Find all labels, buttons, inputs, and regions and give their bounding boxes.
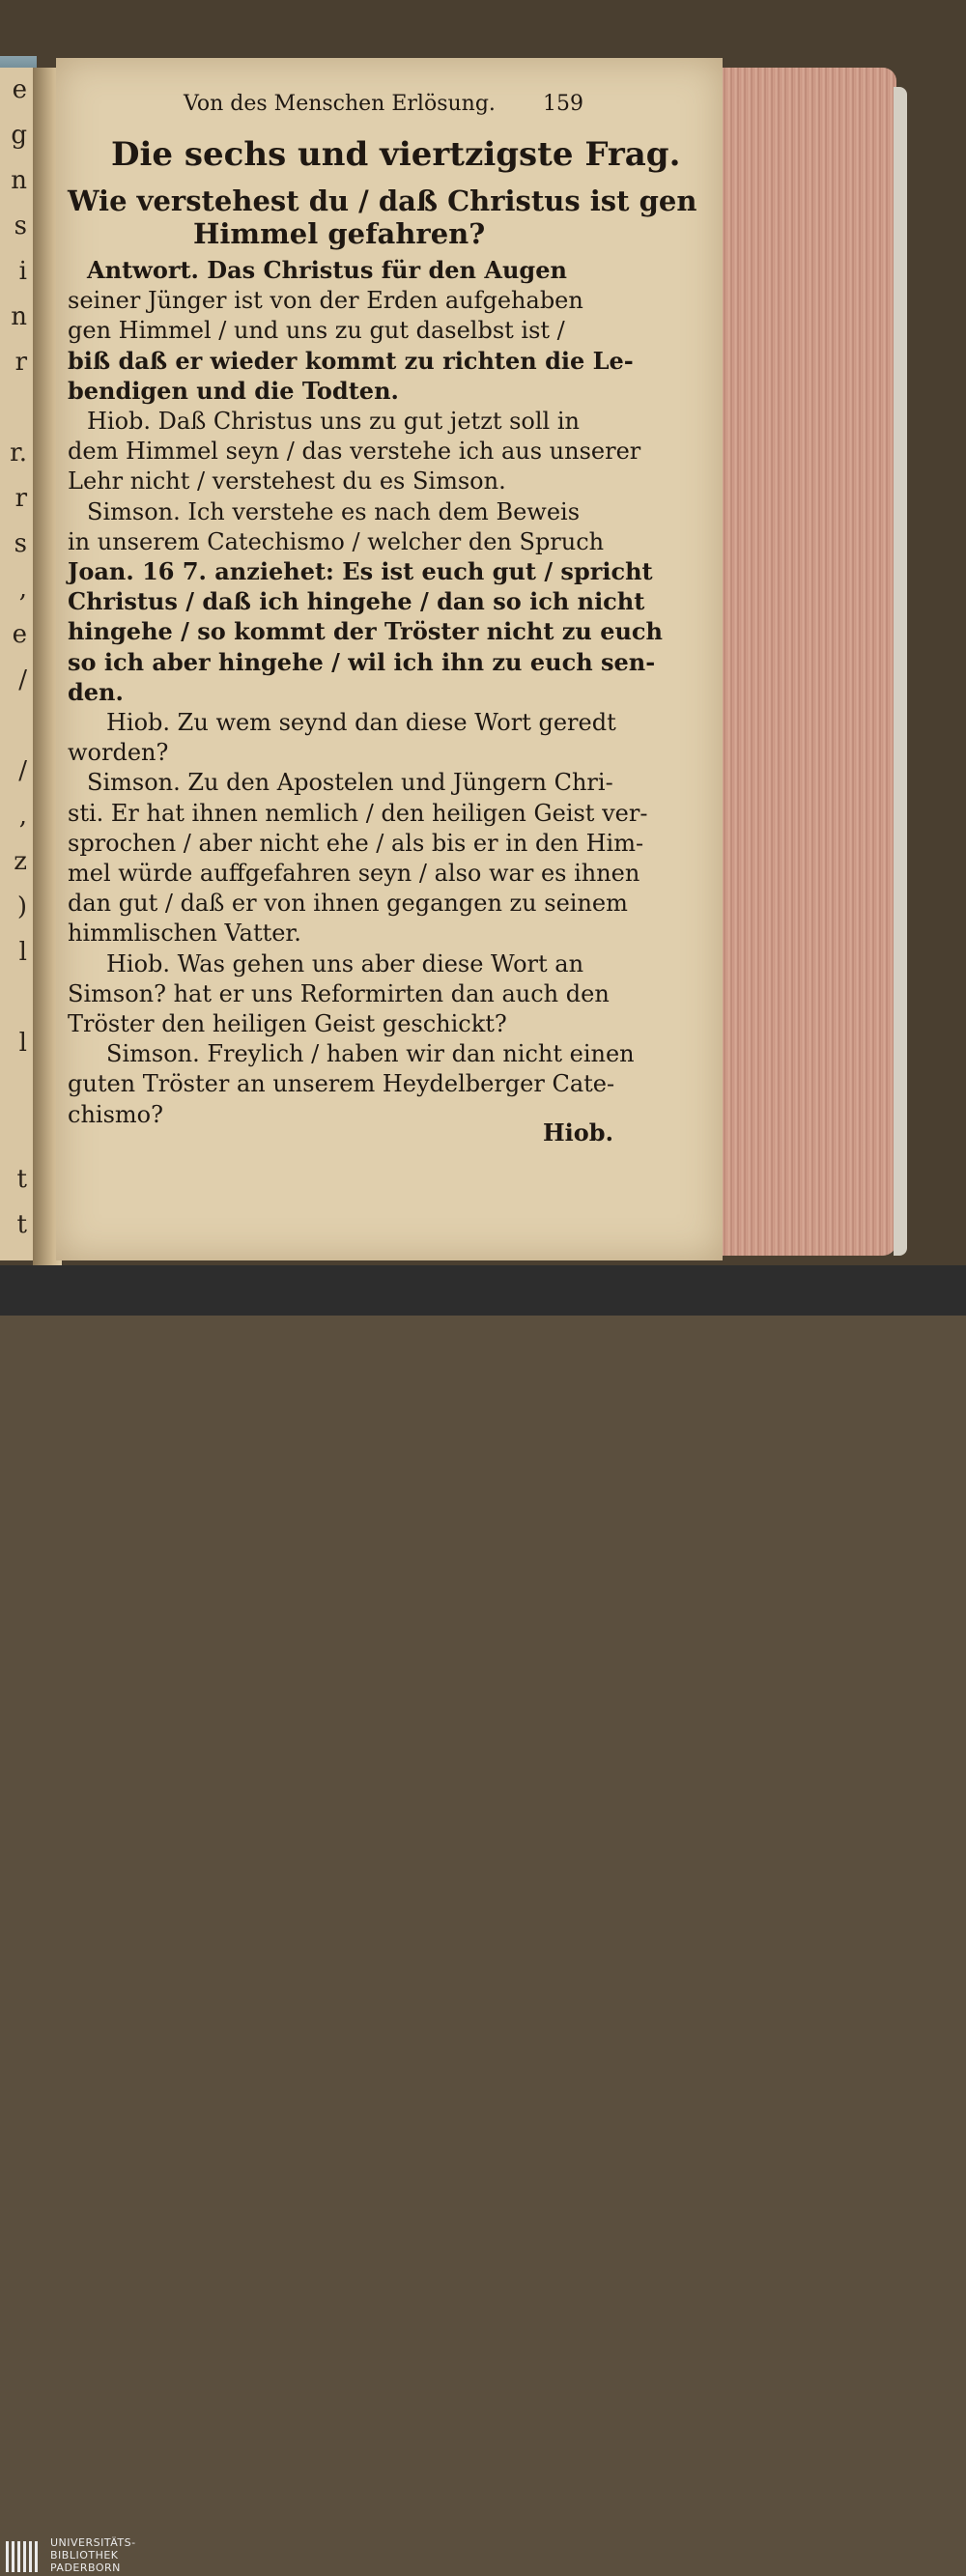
text-line: biß daß er wieder kommt zu richten die Le- [68, 346, 634, 375]
left-page-fragment: s [14, 529, 27, 558]
text-line: sti. Er hat ihnen nemlich / den heiligen Geist ver- [68, 799, 648, 827]
text-line: Joan. 16 7. anziehet: Es ist euch gut / spricht [68, 557, 653, 585]
left-page-fragment: r [14, 348, 27, 377]
left-page-fragment: e [12, 75, 27, 104]
library-footer [0, 1265, 966, 2574]
left-page-fragment: l [18, 938, 27, 967]
text-line: Tröster den heiligen Geist geschickt? [68, 1010, 507, 1037]
book-cover-edge [894, 87, 907, 1256]
library-logo-icon [6, 2537, 44, 2576]
text-line: seiner Jünger ist von der Erden aufgehaben [68, 287, 583, 315]
left-page-fragment: g [11, 121, 27, 150]
question-line: Wie verstehest du / daß Christus ist gen [68, 184, 697, 217]
text-line: bendigen und die Todten. [68, 376, 399, 405]
left-page-fragment [2, 1112, 27, 1157]
left-page-fragment: t [16, 1165, 27, 1194]
text-line: so ich aber hingehe / wil ich ihn zu euch sen- [68, 647, 656, 676]
left-page-fragment: e [12, 620, 27, 649]
text-line: worden? [68, 739, 169, 767]
text-line: dan gut / daß er von ihnen gegangen zu seinem [68, 890, 628, 918]
text-line: Simson. Freylich / haben wir dan nicht einen [106, 1040, 635, 1068]
left-page-fragment: l [18, 1029, 27, 1058]
left-page-fragments [2, 68, 27, 1248]
text-line: mel würde auffgefahren seyn / also war es ihnen [68, 860, 640, 887]
text-line: Hiob. Was gehen uns aber diese Wort an [106, 949, 584, 977]
library-name: UNIVERSITÄTS- BIBLIOTHEK PADERBORN [50, 2536, 136, 2574]
left-page-fragment [2, 703, 27, 749]
left-page-fragment [2, 385, 27, 431]
left-page-fragment: n [11, 302, 27, 331]
catchword: Hiob. [543, 1118, 613, 1146]
question-title: Die sechs und viertzigste Frag. [111, 135, 681, 174]
left-page-fragment: z [14, 847, 27, 876]
left-page-fragment: , [18, 802, 27, 831]
text-line: Hiob. Zu wem seynd dan diese Wort geredt [106, 709, 616, 736]
left-page-fragment: i [18, 257, 27, 286]
left-page-fragment: n [11, 166, 27, 195]
page-block-edge [713, 68, 896, 1256]
running-head: Von des Menschen Erlösung. [184, 92, 496, 116]
left-page-fragment: ) [16, 892, 27, 921]
text-line: Simson. Ich verstehe es nach dem Beweis [87, 497, 581, 525]
left-page-fragment [2, 1066, 27, 1112]
left-page-fragment [2, 976, 27, 1021]
left-page-fragment: r. [10, 439, 27, 467]
left-page-fragment: / [18, 665, 27, 694]
text-line: Christus / daß ich hingehe / dan so ich nicht [68, 587, 645, 616]
left-page-fragment: r [14, 484, 27, 513]
left-page-fragment: s [14, 212, 27, 241]
text-line: Antwort. Das Christus für den Augen [87, 256, 567, 284]
question-line: Himmel gefahren? [193, 217, 486, 250]
page-number: 159 [543, 92, 583, 116]
left-page-fragment: , [18, 575, 27, 604]
text-line: guten Tröster an unserem Heydelberger Cate- [68, 1070, 615, 1098]
text-line: hingehe / so kommt der Tröster nicht zu euch [68, 617, 663, 646]
text-line: den. [68, 677, 124, 706]
text-line: himmlischen Vatter. [68, 920, 301, 948]
text-line: Hiob. Daß Christus uns zu gut jetzt soll in [87, 408, 580, 435]
text-line: Simson. Zu den Apostelen und Jüngern Chri- [87, 769, 613, 797]
text-line: in unserem Catechismo / welcher den Spruch [68, 527, 605, 555]
text-line: Lehr nicht / verstehest du es Simson. [68, 467, 506, 495]
text-line: Simson? hat er uns Reformirten dan auch den [68, 979, 610, 1007]
text-line: dem Himmel seyn / das verstehe ich aus unserer [68, 438, 641, 466]
text-line: gen Himmel / und uns zu gut daselbst ist / [68, 317, 565, 345]
left-page-fragment: t [16, 1210, 27, 1239]
scan-image [0, 0, 966, 1265]
left-page-fragment: / [18, 756, 27, 785]
text-line: sprochen / aber nicht ehe / als bis er in den Him- [68, 829, 644, 857]
text-line: chismo? [68, 1100, 163, 1128]
